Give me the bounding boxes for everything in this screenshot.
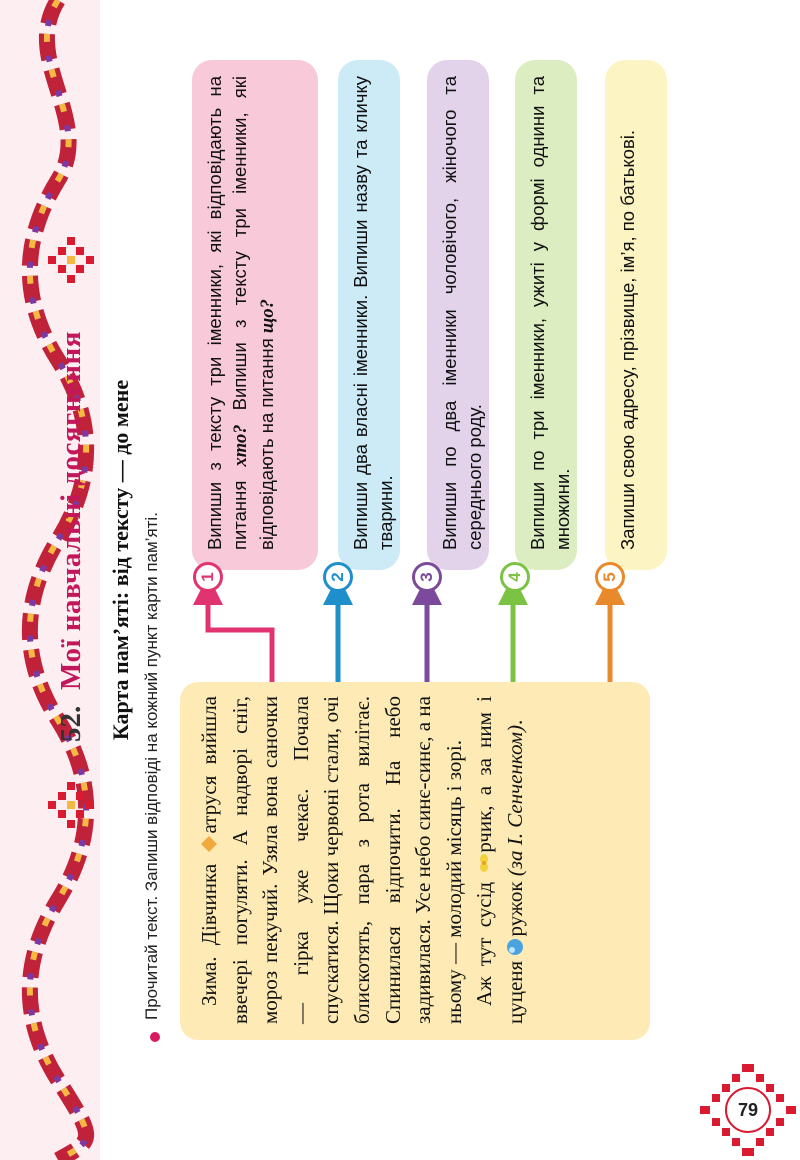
passage-text: Аж тут сусід — [472, 871, 497, 1006]
lesson-number: 52. — [55, 705, 87, 742]
passage-text: . — [502, 719, 527, 725]
card-text: Випиши по два іменники чоловічого, жіночого та середнього роду. — [439, 76, 485, 550]
memory-card-2 — [338, 60, 400, 570]
card-text: Випиши з тексту три іменники, які відповідають на питання — [229, 76, 277, 550]
arrow-1 — [208, 590, 272, 682]
section-subtitle: Карта пам’яті: від тексту — до мене — [108, 379, 133, 741]
card-question: хто? — [231, 424, 251, 467]
card-text: Запиши свою адресу, прізвище, ім’я, по батькові. — [617, 129, 638, 550]
passage-paragraph — [469, 696, 530, 1024]
page-number: 79 — [737, 1099, 759, 1120]
bow-icon — [475, 854, 493, 872]
passage-text: рчик, а за ним і цуценя — [472, 696, 527, 1024]
diamond-icon — [200, 835, 218, 853]
card-text: Випиши два власні іменники. Випиши назву та кличку тварини. — [350, 76, 396, 550]
passage-paragraph — [194, 696, 469, 1024]
reading-passage — [180, 682, 650, 1040]
passage-author: (за І. Сенченком) — [502, 724, 527, 877]
passage-text: Зима. Дівчинка — [197, 852, 221, 1006]
card-number-5: 5 — [595, 562, 625, 592]
card-number-3: 3 — [412, 562, 442, 592]
lesson-title: Мої навчальні досягнення — [55, 331, 87, 690]
card-question: що? — [258, 299, 278, 334]
ball-icon — [506, 938, 524, 956]
memory-card-5 — [605, 60, 667, 570]
memory-card-4 — [515, 60, 577, 570]
card-number-4: 4 — [500, 562, 530, 592]
card-text: Випиши з тексту три іменники, які відповідають на питання — [204, 76, 250, 550]
card-number-1: 1 — [193, 562, 223, 592]
card-text: Випиши по три іменники, ужиті у формі однини та множини. — [527, 76, 573, 550]
memory-card-3 — [427, 60, 489, 570]
passage-text: атруся вийшла ввечері погуляти. А надворі сніг, мороз пекучий. Узяла вона саночки — гірка уже чекає. Почала спускатися. Щоки червоні стали, очі блискотять, пара з рота вилітає. Спинилася відпочити. На небо задивилася. Усе небо синє-синє, а на ньому — молодий місяць і зорі. — [197, 695, 466, 1024]
instruction-text: Прочитай текст. Запиши відповіді на кожний пункт карти пам’яті. — [142, 512, 161, 1020]
card-number-2: 2 — [323, 562, 353, 592]
passage-text: ружок — [502, 876, 527, 937]
memory-card-1 — [192, 60, 318, 570]
